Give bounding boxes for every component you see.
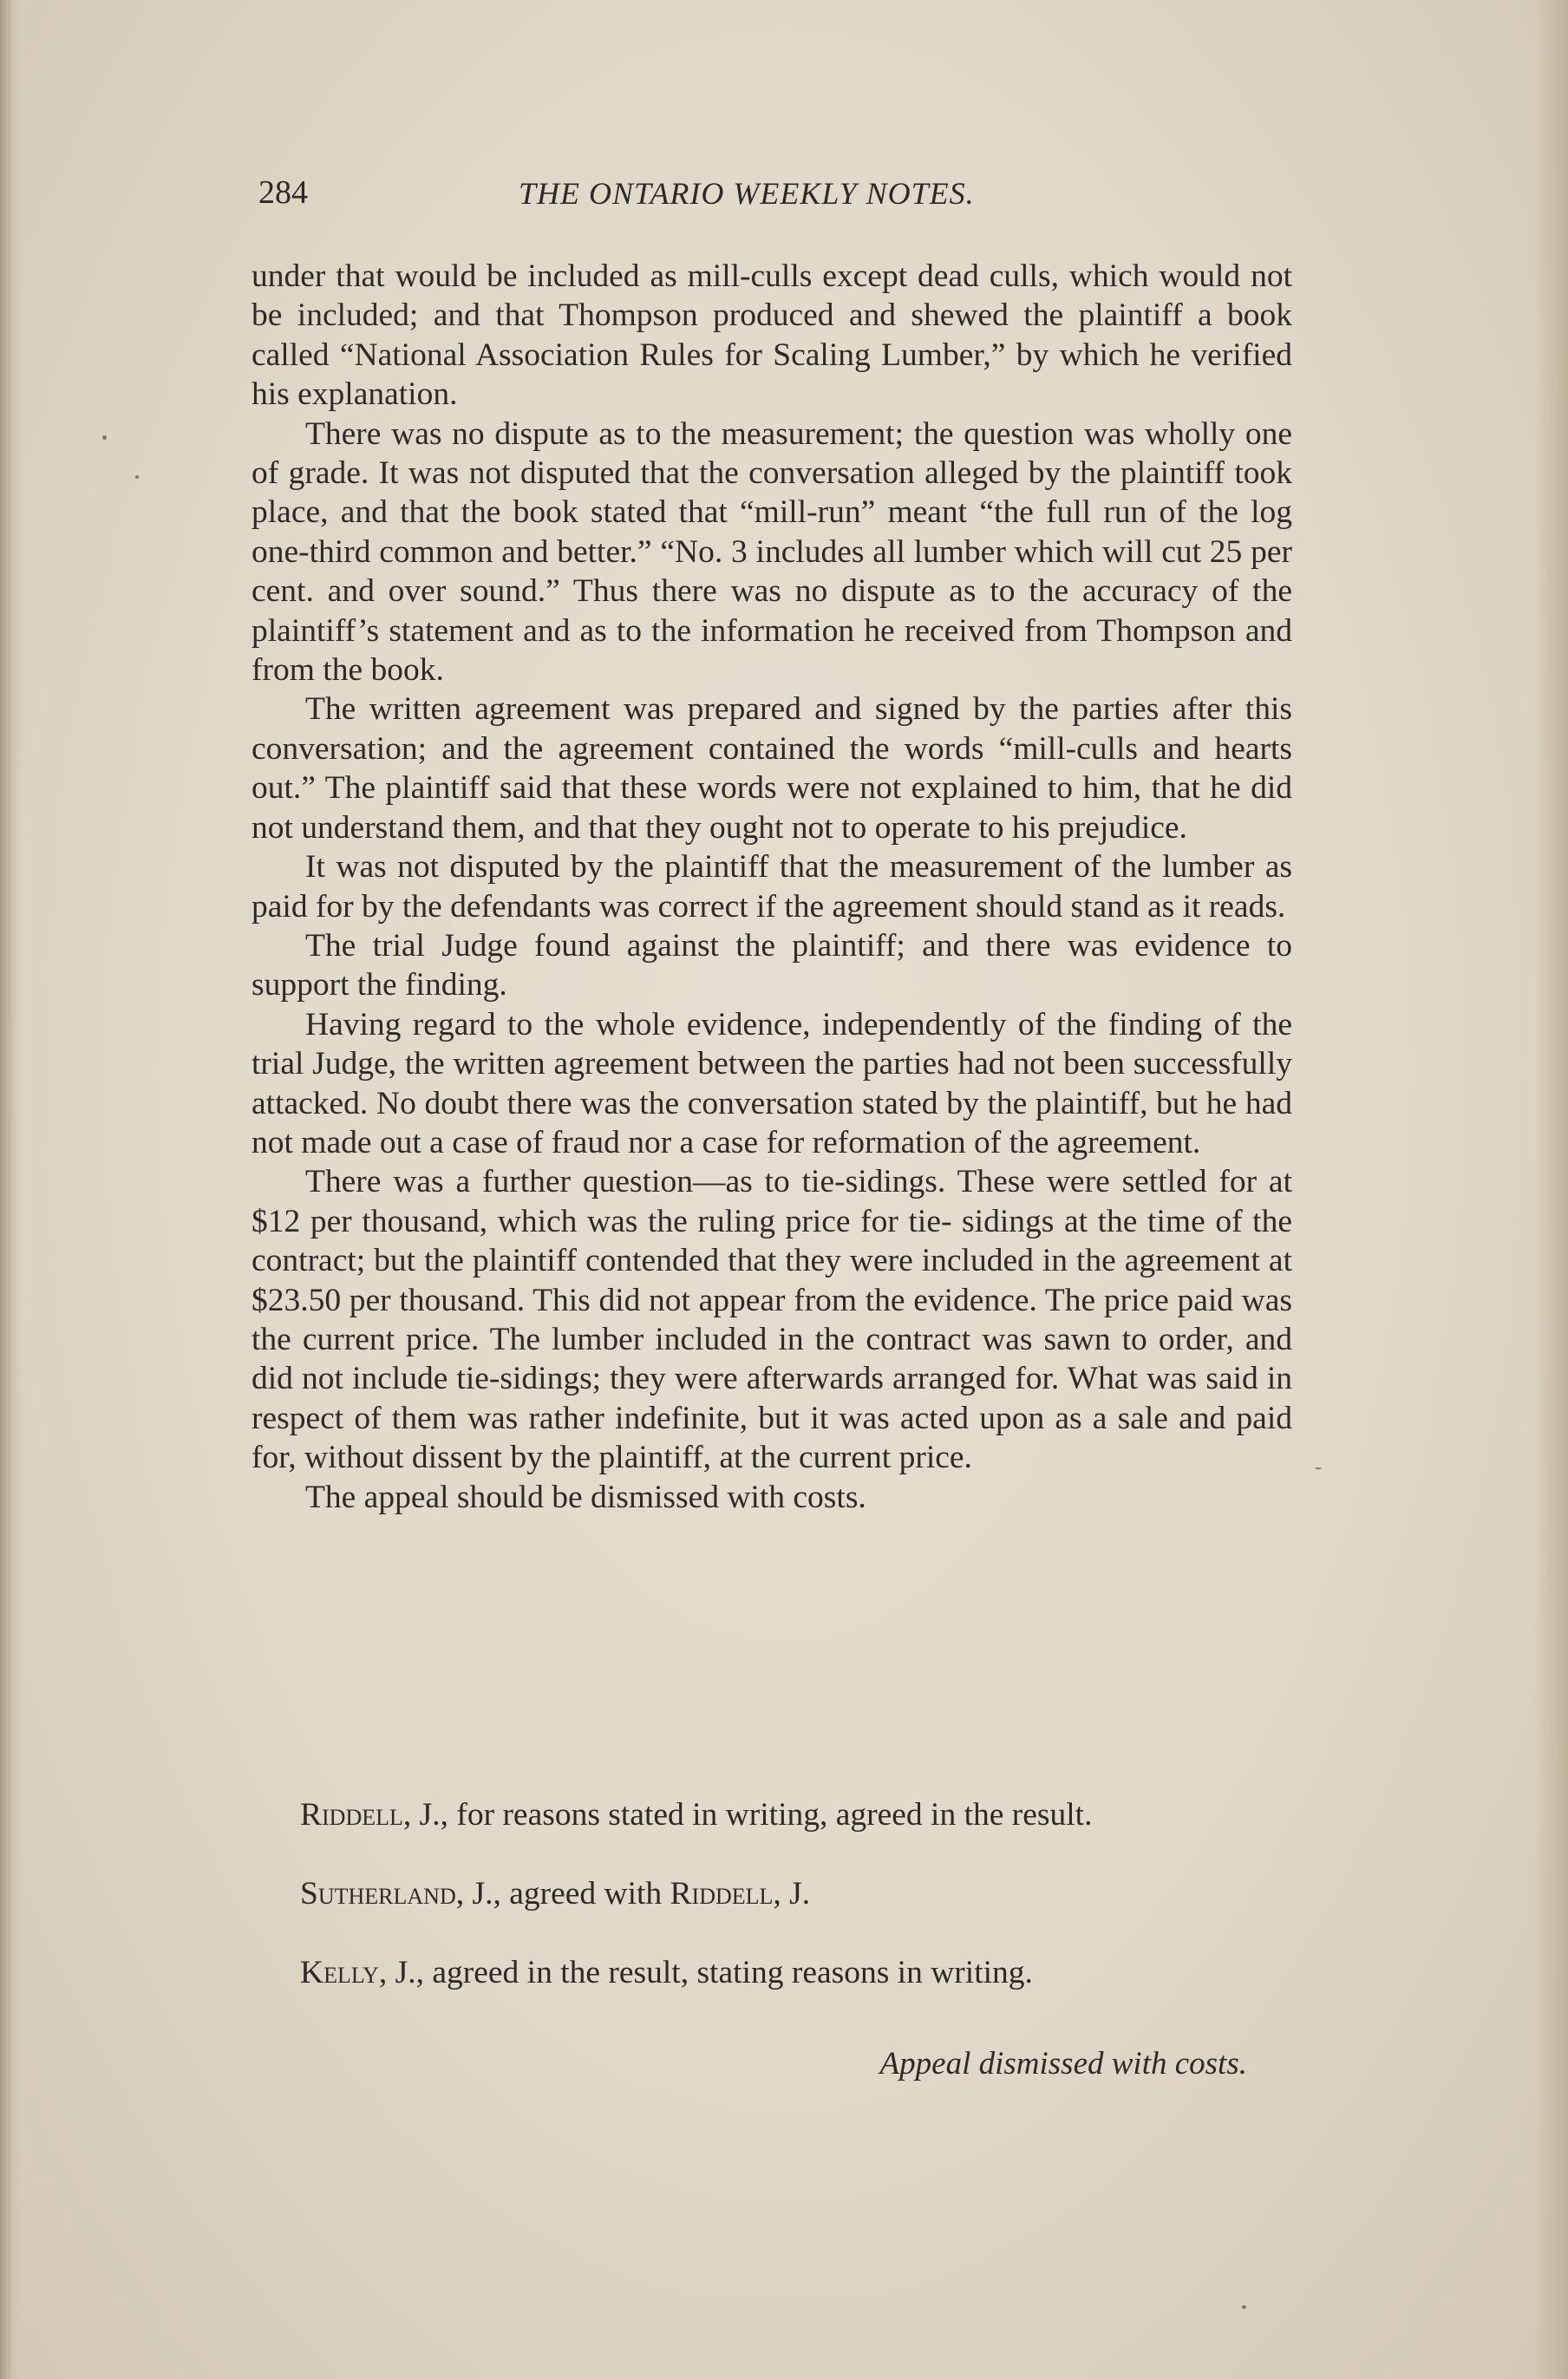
judge-line-riddell (252, 1795, 1292, 1834)
paragraph-3: The written agreement was prepared and signed by the parties after this conversation; and the agreement contained the words “mill-culls and hearts out.” The plaintiff said that these words were not explained to him, that he did not understand them, and that they ought not to operate to his prejudice. (252, 691, 1292, 846)
judge-line-kelly (252, 1953, 1292, 1992)
paper-speck (1242, 2305, 1246, 2309)
paragraph-4: It was not disputed by the plaintiff that the measurement of the lumber as paid for by the defendants was correct if the agreement should stand as it reads. (252, 849, 1292, 925)
disposition: Appeal dismissed with costs. (879, 2046, 1247, 2082)
judge-name: Sutherland (300, 1876, 456, 1912)
paragraph-5: The trial Judge found against the plaintiff; and there was evidence to support the finding. (252, 927, 1292, 1003)
judge-name: Riddell (300, 1797, 403, 1833)
paper-speck (102, 435, 107, 440)
judge-text: , J., agreed in the result, stating reasons in writing. (378, 1955, 1033, 1990)
paper-speck (1315, 1467, 1322, 1469)
page-edge-shadow (1533, 0, 1568, 2379)
judge-text: , J. (773, 1876, 811, 1912)
paragraph-6: Having regard to the whole evidence, independently of the finding of the trial Judge, the written agreement between the parties had not been successfully attacked. No doubt there was the conversation stated by the plaintiff, but he had not made out a case of fraud nor a case for reformation of the agreement. (252, 1006, 1292, 1160)
paragraph-7: There was a further question—as to tie-sidings. These were settled for at $12 per thousand, which was the ruling price for tie- sidings at the time of the contract; but the plaintiff contended that they were included in the agreement at $23.50 per thousand. This did not appear from the evidence. The price paid was the current price. The lumber included in the contract was sawn to order, and did not include tie-sidings; they were afterwards arranged for. What was said in respect of them was rather indefinite, but it was acted upon as a sale and paid for, without dissent by the plaintiff, at the current price. (252, 1164, 1292, 1476)
judge-name: Riddell (670, 1876, 774, 1912)
paragraph-2: There was no dispute as to the measurement; the question was wholly one of grade. It was not disputed that the conversation alleged by the plaintiff took place, and that the book stated that “mill-run” meant “the full run of the log one-third common and better.” “No. 3 includes all lumber which will cut 25 per cent. and over sound.” Thus there was no dispute as to the accuracy of the plaintiff’s statement and as to the information he received from Thompson and from the book. (252, 415, 1292, 689)
page-header (258, 173, 1299, 225)
page-binding-shadow (0, 0, 23, 2379)
body-text (252, 257, 1292, 1517)
paragraph-1: under that would be included as mill-culls except dead culls, which would not be included; and that Thompson produced and shewed the plaintiff a book called “National Association Rules for Scaling Lumber,” by which he verified his explanation. (252, 258, 1292, 413)
paper-speck (135, 475, 139, 479)
paragraph-8: The appeal should be dismissed with costs. (305, 1479, 866, 1515)
running-head: THE ONTARIO WEEKLY NOTES. (519, 176, 975, 211)
page-number: 284 (258, 174, 308, 211)
judge-text: , J., agreed with (455, 1876, 670, 1912)
judge-line-sutherland (252, 1874, 1292, 1913)
judges-section (252, 1795, 1292, 2032)
judge-name: Kelly (300, 1955, 379, 1990)
judge-text: , J., for reasons stated in writing, agreed in the result. (402, 1797, 1093, 1833)
